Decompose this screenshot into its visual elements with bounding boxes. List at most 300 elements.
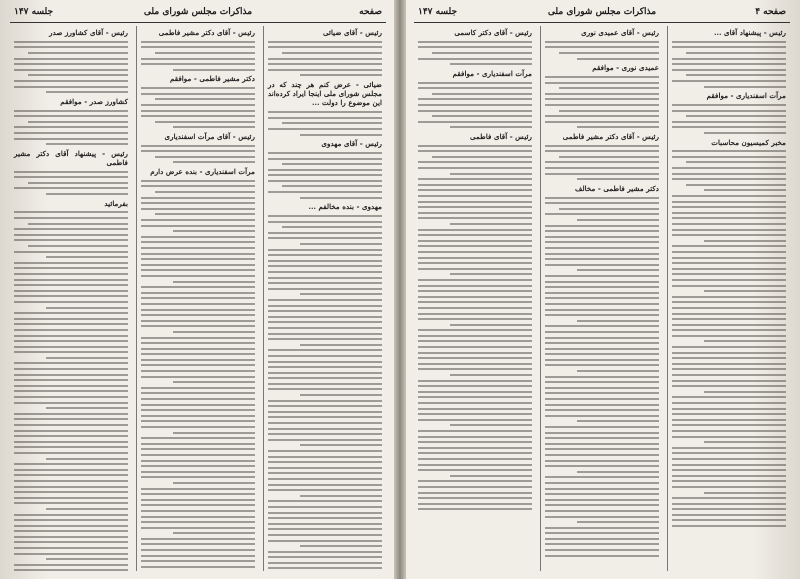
text-lines bbox=[545, 41, 659, 60]
text-line bbox=[14, 402, 128, 404]
text-line bbox=[155, 156, 255, 158]
text-line bbox=[672, 257, 786, 259]
text-line bbox=[686, 52, 786, 54]
text-line bbox=[46, 91, 128, 93]
text-line bbox=[268, 567, 382, 569]
text-line bbox=[141, 258, 255, 260]
text-line bbox=[545, 121, 659, 123]
text-line bbox=[14, 262, 128, 264]
text-line bbox=[268, 191, 382, 193]
text-line bbox=[545, 173, 659, 175]
text-line bbox=[268, 506, 382, 508]
text-line bbox=[418, 110, 532, 112]
text-line bbox=[418, 217, 532, 219]
text-line bbox=[14, 514, 128, 516]
text-line bbox=[672, 469, 786, 471]
right-page bbox=[408, 4, 796, 575]
text-line bbox=[268, 422, 382, 424]
text-line bbox=[268, 174, 382, 176]
text-line bbox=[545, 364, 659, 366]
text-line bbox=[14, 301, 128, 303]
text-line bbox=[672, 195, 786, 197]
text-line bbox=[545, 538, 659, 540]
text-line bbox=[282, 52, 382, 54]
text-line bbox=[432, 115, 532, 117]
left-column-1 bbox=[263, 26, 386, 571]
text-line bbox=[672, 110, 786, 112]
filler-lines bbox=[268, 249, 382, 571]
text-line bbox=[545, 161, 659, 163]
text-line bbox=[268, 254, 382, 256]
speech-text: بفرمائید bbox=[104, 198, 128, 208]
filler-lines bbox=[141, 236, 255, 568]
text-line bbox=[418, 508, 532, 510]
text-line bbox=[672, 430, 786, 432]
text-line bbox=[141, 549, 255, 551]
text-line bbox=[14, 267, 128, 269]
speech-paragraph bbox=[268, 28, 382, 76]
text-line bbox=[141, 476, 255, 478]
text-line bbox=[418, 206, 532, 208]
speech-text: رئیس - آقای فاطمی bbox=[469, 131, 532, 141]
text-line bbox=[173, 331, 255, 333]
text-line bbox=[268, 366, 382, 368]
speech-text: رئیس - پیشنهاد آقای دکتر مشیر فاطمی bbox=[14, 148, 128, 167]
text-line bbox=[14, 463, 128, 465]
text-line bbox=[28, 223, 128, 225]
text-line bbox=[545, 488, 659, 490]
text-line bbox=[141, 325, 255, 327]
text-line bbox=[704, 86, 786, 88]
text-line bbox=[672, 324, 786, 326]
text-line bbox=[686, 115, 786, 117]
speech-paragraph bbox=[268, 139, 382, 199]
text-line bbox=[450, 324, 532, 326]
text-line bbox=[545, 325, 659, 327]
right-column-2 bbox=[540, 26, 663, 571]
text-line bbox=[141, 303, 255, 305]
text-line bbox=[141, 527, 255, 529]
text-line bbox=[268, 361, 382, 363]
text-line bbox=[577, 269, 659, 271]
text-line bbox=[672, 279, 786, 281]
text-line bbox=[14, 132, 128, 134]
text-line bbox=[545, 253, 659, 255]
text-line bbox=[141, 348, 255, 350]
text-line bbox=[545, 437, 659, 439]
text-line bbox=[155, 52, 255, 54]
text-line bbox=[545, 504, 659, 506]
text-line bbox=[173, 432, 255, 434]
text-line bbox=[141, 309, 255, 311]
text-line bbox=[418, 480, 532, 482]
text-line bbox=[268, 467, 382, 469]
text-line bbox=[418, 396, 532, 398]
text-line bbox=[545, 426, 659, 428]
text-line bbox=[141, 241, 255, 243]
speech-paragraph bbox=[672, 138, 786, 192]
text-line bbox=[268, 237, 382, 239]
text-line bbox=[559, 208, 659, 210]
text-line bbox=[282, 185, 382, 187]
text-line bbox=[418, 452, 532, 454]
text-line bbox=[268, 180, 382, 182]
text-line bbox=[418, 161, 532, 163]
text-line bbox=[14, 58, 128, 60]
text-line bbox=[545, 460, 659, 462]
text-line bbox=[141, 387, 255, 389]
text-line bbox=[268, 400, 382, 402]
speech-paragraph bbox=[14, 149, 128, 195]
speech-paragraph bbox=[418, 28, 532, 65]
text-line bbox=[545, 104, 659, 106]
text-line bbox=[450, 63, 532, 65]
text-line bbox=[545, 98, 659, 100]
right-page-columns bbox=[414, 26, 790, 571]
text-line bbox=[672, 156, 786, 158]
text-line bbox=[14, 368, 128, 370]
text-line bbox=[545, 499, 659, 501]
text-line bbox=[28, 52, 128, 54]
speech-paragraph bbox=[268, 202, 382, 245]
text-line bbox=[418, 368, 532, 370]
text-line bbox=[14, 234, 128, 236]
text-line bbox=[418, 290, 532, 292]
left-column-2 bbox=[136, 26, 259, 571]
text-line bbox=[268, 472, 382, 474]
text-line bbox=[46, 193, 128, 195]
speech-paragraph bbox=[14, 97, 128, 145]
text-line bbox=[155, 121, 255, 123]
text-line bbox=[155, 213, 255, 215]
text-line bbox=[450, 173, 532, 175]
text-line bbox=[577, 126, 659, 128]
text-line bbox=[14, 525, 128, 527]
text-line bbox=[14, 318, 128, 320]
text-line bbox=[141, 443, 255, 445]
text-line bbox=[268, 450, 382, 452]
text-line bbox=[141, 521, 255, 523]
text-line bbox=[46, 458, 128, 460]
text-line bbox=[300, 495, 382, 497]
text-line bbox=[141, 180, 255, 182]
text-line bbox=[14, 385, 128, 387]
text-line bbox=[268, 383, 382, 385]
text-line bbox=[418, 245, 532, 247]
text-line bbox=[141, 202, 255, 204]
text-line bbox=[704, 132, 786, 134]
text-line bbox=[14, 126, 128, 128]
text-line bbox=[46, 307, 128, 309]
text-line bbox=[268, 500, 382, 502]
text-line bbox=[46, 256, 128, 258]
text-line bbox=[545, 202, 659, 204]
text-line bbox=[268, 169, 382, 171]
text-line bbox=[141, 460, 255, 462]
speech-paragraph bbox=[418, 69, 532, 129]
text-line bbox=[418, 301, 532, 303]
text-line bbox=[141, 448, 255, 450]
text-line bbox=[173, 482, 255, 484]
right-page-number: صفحه ۴ bbox=[755, 7, 786, 17]
text-line bbox=[672, 480, 786, 482]
text-line bbox=[268, 58, 382, 60]
text-line bbox=[418, 486, 532, 488]
text-line bbox=[141, 499, 255, 501]
text-line bbox=[672, 234, 786, 236]
text-line bbox=[268, 416, 382, 418]
text-line bbox=[418, 212, 532, 214]
text-line bbox=[300, 444, 382, 446]
text-line bbox=[141, 236, 255, 238]
text-line bbox=[545, 527, 659, 529]
left-page-title: مذاکرات مجلس شورای ملی bbox=[143, 7, 253, 17]
text-line bbox=[545, 309, 659, 311]
text-line bbox=[577, 521, 659, 523]
text-line bbox=[14, 430, 128, 432]
text-line bbox=[418, 257, 532, 259]
text-line bbox=[559, 87, 659, 89]
text-line bbox=[418, 240, 532, 242]
text-line bbox=[141, 471, 255, 473]
text-line bbox=[418, 285, 532, 287]
text-lines bbox=[545, 197, 659, 221]
text-line bbox=[545, 432, 659, 434]
text-lines bbox=[672, 150, 786, 191]
text-line bbox=[545, 225, 659, 227]
text-lines bbox=[418, 145, 532, 175]
text-line bbox=[14, 390, 128, 392]
text-line bbox=[141, 398, 255, 400]
text-line bbox=[704, 290, 786, 292]
filler-lines bbox=[672, 195, 786, 527]
text-line bbox=[268, 299, 382, 301]
text-line bbox=[141, 543, 255, 545]
text-line bbox=[559, 110, 659, 112]
text-line bbox=[672, 503, 786, 505]
filler-lines bbox=[545, 225, 659, 557]
left-page-header bbox=[10, 4, 386, 23]
text-line bbox=[141, 454, 255, 456]
text-line bbox=[672, 368, 786, 370]
text-line bbox=[545, 359, 659, 361]
text-line bbox=[268, 439, 382, 441]
text-line bbox=[686, 161, 786, 163]
text-line bbox=[268, 46, 382, 48]
text-line bbox=[450, 223, 532, 225]
text-line bbox=[14, 138, 128, 140]
text-line bbox=[545, 264, 659, 266]
text-line bbox=[672, 413, 786, 415]
text-line bbox=[545, 381, 659, 383]
text-line bbox=[141, 87, 255, 89]
text-lines bbox=[141, 145, 255, 164]
text-lines bbox=[672, 104, 786, 134]
text-line bbox=[268, 556, 382, 558]
speech-paragraph bbox=[14, 28, 128, 93]
text-line bbox=[141, 297, 255, 299]
text-lines bbox=[14, 211, 128, 258]
text-line bbox=[672, 464, 786, 466]
text-line bbox=[545, 247, 659, 249]
text-lines bbox=[418, 82, 532, 129]
text-line bbox=[559, 52, 659, 54]
text-line bbox=[577, 370, 659, 372]
right-page-session: جلسه ۱۴۷ bbox=[418, 7, 458, 17]
text-line bbox=[14, 80, 128, 82]
text-line bbox=[418, 201, 532, 203]
text-line bbox=[141, 510, 255, 512]
text-line bbox=[141, 337, 255, 339]
text-line bbox=[418, 121, 532, 123]
text-line bbox=[418, 262, 532, 264]
text-line bbox=[141, 437, 255, 439]
text-line bbox=[545, 197, 659, 199]
text-line bbox=[672, 201, 786, 203]
text-line bbox=[545, 482, 659, 484]
text-line bbox=[545, 448, 659, 450]
text-line bbox=[268, 63, 382, 65]
text-line bbox=[704, 492, 786, 494]
text-line bbox=[14, 335, 128, 337]
text-line bbox=[14, 541, 128, 543]
text-line bbox=[268, 484, 382, 486]
speech-text: کشاورز صدر - موافقم bbox=[60, 96, 128, 106]
text-line bbox=[268, 221, 382, 223]
text-line bbox=[141, 415, 255, 417]
text-line bbox=[14, 86, 128, 88]
text-line bbox=[545, 532, 659, 534]
speech-text: مرآت اسفندیاری - موافقم bbox=[706, 91, 786, 101]
text-line bbox=[268, 433, 382, 435]
speech-text: رئیس - آقای مهدوی bbox=[321, 139, 382, 149]
text-line bbox=[672, 424, 786, 426]
text-line bbox=[418, 279, 532, 281]
speech-text: رئیس - آقای ضیائی bbox=[323, 28, 382, 37]
left-page-columns bbox=[10, 26, 386, 571]
text-line bbox=[672, 223, 786, 225]
text-line bbox=[268, 517, 382, 519]
text-line bbox=[14, 469, 128, 471]
text-line bbox=[268, 456, 382, 458]
text-line bbox=[141, 404, 255, 406]
text-line bbox=[14, 441, 128, 443]
text-line bbox=[268, 288, 382, 290]
text-line bbox=[545, 510, 659, 512]
right-page-header bbox=[414, 4, 790, 23]
text-line bbox=[672, 475, 786, 477]
text-line bbox=[672, 329, 786, 331]
text-line bbox=[418, 419, 532, 421]
text-line bbox=[545, 331, 659, 333]
text-line bbox=[268, 388, 382, 390]
text-line bbox=[141, 264, 255, 266]
text-line bbox=[545, 286, 659, 288]
text-line bbox=[672, 447, 786, 449]
text-lines bbox=[268, 152, 382, 199]
right-column-3 bbox=[414, 26, 536, 571]
text-line bbox=[545, 275, 659, 277]
text-line bbox=[46, 143, 128, 145]
speech-paragraph bbox=[141, 28, 255, 71]
text-lines bbox=[14, 41, 128, 93]
text-line bbox=[418, 58, 532, 60]
text-line bbox=[672, 458, 786, 460]
text-line bbox=[450, 126, 532, 128]
text-line bbox=[14, 424, 128, 426]
text-line bbox=[14, 553, 128, 555]
text-line bbox=[672, 380, 786, 382]
text-line bbox=[14, 519, 128, 521]
text-line bbox=[173, 161, 255, 163]
text-line bbox=[141, 275, 255, 277]
text-line bbox=[14, 239, 128, 241]
text-lines bbox=[268, 215, 382, 245]
text-line bbox=[672, 301, 786, 303]
text-line bbox=[14, 329, 128, 331]
text-line bbox=[141, 197, 255, 199]
text-line bbox=[268, 428, 382, 430]
text-line bbox=[173, 126, 255, 128]
text-line bbox=[704, 441, 786, 443]
text-line bbox=[14, 290, 128, 292]
text-line bbox=[672, 486, 786, 488]
text-line bbox=[268, 551, 382, 553]
text-line bbox=[268, 349, 382, 351]
text-line bbox=[450, 475, 532, 477]
text-line bbox=[545, 353, 659, 355]
text-line bbox=[141, 376, 255, 378]
text-line bbox=[14, 547, 128, 549]
text-line bbox=[14, 284, 128, 286]
text-line bbox=[450, 374, 532, 376]
speech-text: مرآت اسفندیاری - بنده عرض دارم bbox=[150, 167, 255, 177]
speech-paragraph bbox=[545, 28, 659, 60]
text-line bbox=[141, 353, 255, 355]
text-line bbox=[418, 178, 532, 180]
text-line bbox=[268, 528, 382, 530]
text-line bbox=[545, 376, 659, 378]
speech-paragraph bbox=[672, 91, 786, 134]
text-line bbox=[268, 310, 382, 312]
text-line bbox=[14, 251, 128, 253]
text-line bbox=[418, 492, 532, 494]
right-column-1 bbox=[667, 26, 790, 571]
text-line bbox=[268, 377, 382, 379]
text-line bbox=[686, 184, 786, 186]
text-line bbox=[672, 46, 786, 48]
text-line bbox=[577, 219, 659, 221]
text-line bbox=[672, 519, 786, 521]
text-line bbox=[268, 327, 382, 329]
text-line bbox=[418, 87, 532, 89]
text-line bbox=[141, 555, 255, 557]
speech-paragraph bbox=[545, 63, 659, 128]
text-line bbox=[141, 93, 255, 95]
text-line bbox=[418, 408, 532, 410]
text-line bbox=[14, 69, 128, 71]
text-line bbox=[300, 74, 382, 76]
text-line bbox=[672, 121, 786, 123]
text-line bbox=[14, 569, 128, 571]
text-line bbox=[545, 46, 659, 48]
text-line bbox=[141, 247, 255, 249]
text-lines bbox=[141, 87, 255, 128]
text-line bbox=[450, 273, 532, 275]
text-line bbox=[418, 380, 532, 382]
text-line bbox=[300, 344, 382, 346]
text-line bbox=[46, 407, 128, 409]
